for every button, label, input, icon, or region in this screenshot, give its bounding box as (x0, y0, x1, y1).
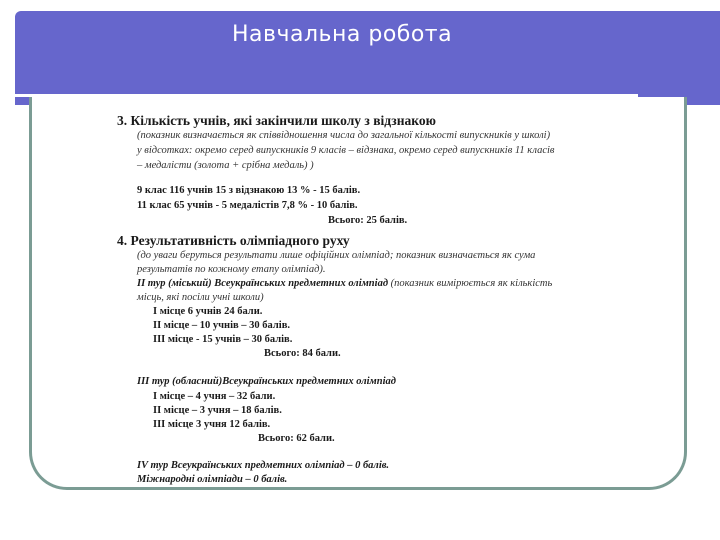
section4-heading: 4. Результативність олімпіадного руху (117, 233, 350, 248)
stage2-total: Всього: 84 бали. (264, 348, 341, 359)
stage3-title: ІІІ тур (обласний)Всеукраїнських предметних олімпіад (137, 376, 396, 387)
stage4-line: IV тур Всеукраїнських предметних олімпіад – 0 балів. (137, 460, 390, 471)
section4-note-line2: результатів по кожному етапу олімпіад). (137, 264, 326, 275)
section3-row-11: 11 клас 65 учнів - 5 медалістів 7,8 % - 10 балів. (137, 200, 358, 211)
section4-note-line1: (до уваги беруться результати лише офіційних олімпіад; показник визначається як сума (137, 250, 536, 261)
section3-note-line1: (показник визначається як співвідношення числа до загальної кількості випускників у школі) (137, 130, 551, 141)
international-line: Міжнародні олімпіади – 0 балів. (137, 474, 288, 485)
stage2-title: ІІ тур (міський) Всеукраїнських предметних олімпіад (137, 278, 389, 289)
stage3-row-3: ІІІ місце 3 учня 12 балів. (153, 419, 271, 430)
section3-heading: 3. Кількість учнів, які закінчили школу з відзнакою (117, 113, 436, 128)
section3-total: Всього: 25 балів. (328, 215, 408, 226)
stage2-note: (показник вимірюється як кількість (390, 278, 553, 289)
stage3-total: Всього: 62 бали. (258, 433, 335, 444)
section3-note-line2: у відсотках: окремо серед випускників 9 класів – відзнака, окремо серед випускників 11 класів (137, 145, 555, 156)
stage2-title-row (137, 278, 552, 289)
section3-note-line3: – медалісти (золота + срібна медаль) ) (137, 160, 314, 171)
stage3-row-1: І місце – 4 учня – 32 бали. (153, 391, 276, 402)
stage2-row-3: ІІІ місце - 15 учнів – 30 балів. (153, 334, 293, 345)
slide-title: Навчальна робота (232, 22, 453, 47)
section3-row-9: 9 клас 116 учнів 15 з відзнакою 13 % - 15 балів. (137, 185, 361, 196)
stage3-row-2: ІІ місце – 3 учня – 18 балів. (153, 405, 282, 416)
stage2-note2: місць, які посіли учні школи) (137, 292, 264, 303)
stage2-row-2: ІІ місце – 10 учнів – 30 балів. (153, 320, 290, 331)
stage2-row-1: І місце 6 учнів 24 бали. (153, 306, 263, 317)
